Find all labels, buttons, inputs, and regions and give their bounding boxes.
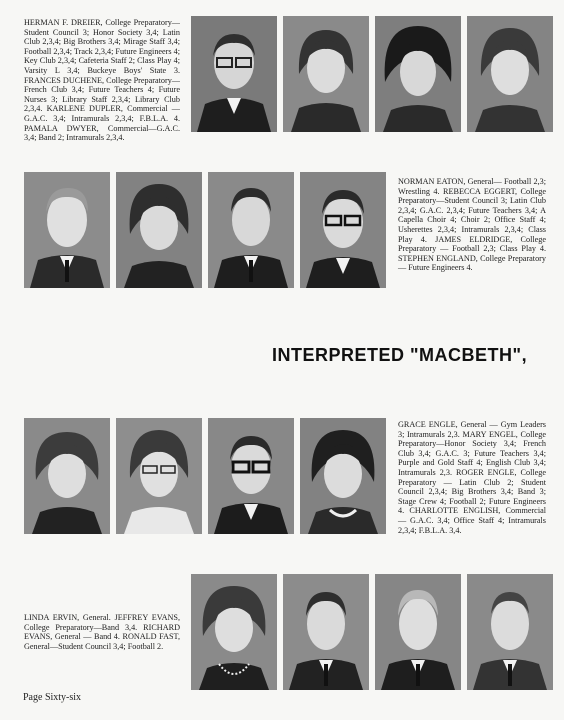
portrait-male-icon [24, 172, 110, 288]
portrait-charlotte-english [300, 418, 386, 534]
portrait-female-icon [375, 16, 461, 132]
portrait-frances-duchene [283, 16, 369, 132]
portrait-karlene-dupler [375, 16, 461, 132]
portrait-female-icon [191, 574, 277, 690]
portrait-jeffrey-evans [283, 574, 369, 690]
caption-block-4: LINDA ERVIN, General. JEFFREY EVANS, College Preparatory—Band 3,4. RICHARD EVANS, General — Band 4. RONALD FAST, General—Student Council 3,4; Football 2. [24, 613, 180, 651]
portrait-male-icon [375, 574, 461, 690]
portrait-stephen-england [300, 172, 386, 288]
portrait-rebecca eggert [116, 172, 202, 288]
portrait-richard-evans [375, 574, 461, 690]
portrait-male-icon [191, 16, 277, 132]
portrait-james-eldridge [208, 172, 294, 288]
caption-block-2: NORMAN EATON, General— Football 2,3; Wrestling 4. REBECCA EGGERT, College Preparatory—Student Council 3; Latin Club 2,3,4; G.A.C. 2,3,4; Future Teachers 3,4; A Capella Choir 4; Choir 2; Office Staff 4; Usherettes 2,3,4; Intramurals 2,3,4; Class Play 4. JAMES ELDRIDGE, College Preparatory — Football 2,3; Class Play 4. STEPHEN ENGLAND, College Preparatory — Future Engineers 4. [398, 177, 546, 273]
portrait-male-icon [467, 574, 553, 690]
portrait-ronald-fast [467, 574, 553, 690]
section-headline: INTERPRETED "MACBETH", [272, 345, 528, 365]
portrait-male-icon [283, 574, 369, 690]
portrait-female-icon [116, 172, 202, 288]
portrait-male-icon [208, 172, 294, 288]
portrait-pamala-dwyer [467, 16, 553, 132]
portrait-roger-engle [208, 418, 294, 534]
portrait-mary-engel [116, 418, 202, 534]
page-number: Page Sixty-six [23, 692, 82, 703]
portrait-female-icon [116, 418, 202, 534]
portrait-female-icon [467, 16, 553, 132]
caption-block-1: HERMAN F. DREIER, College Preparatory—Student Council 3; Honor Society 3,4; Latin Club 2,3,4; Big Brothers 3,4; Mirage Staff 3,4; Football 2,3,4; Track 2,3,4; Future Engineers 4; Key Club 2,3,4; Cafeteria Staff 2; Class Play 4; Varsity L 3,4; Buckeye Boys' State 3. FRANCES DUCHENE, College Preparatory—French Club 3,4; Future Teachers 4; Future Nurses 3; Library Staff 2,3,4; Library Club 2,3,4. KARLENE DUPLER, Commercial — G.A.C. 3,4; Intramurals 2,3,4; F.B.L.A. 4. PAMALA DWYER, Commercial—G.A.C. 3,4; Band 2; Intramurals 2,3,4. [24, 18, 180, 142]
portrait-norman-eaton [24, 172, 110, 288]
portrait-male-icon [300, 172, 386, 288]
portrait-herman-dreier [191, 16, 277, 132]
portrait-grace-engle [24, 418, 110, 534]
portrait-linda-ervin [191, 574, 277, 690]
portrait-female-icon [300, 418, 386, 534]
portrait-female-icon [24, 418, 110, 534]
portrait-female-icon [283, 16, 369, 132]
portrait-male-icon [208, 418, 294, 534]
caption-block-3: GRACE ENGLE, General — Gym Leaders 3; Intramurals 2,3. MARY ENGEL, College Preparatory—Honor Society 3,4; French Club 3,4; G.A.C. 3; Future Teachers 3,4; Purple and Gold Staff 4; English Club 3,4; Intramurals 2,3. ROGER ENGLE, College Preparatory — Latin Club 2; Student Council 2,3,4; Big Brothers 3,4; Band 3; Stage Crew 4; Football 2; Future Engineers 4. CHARLOTTE ENGLISH, Commercial — G.A.C. 3,4; Office Staff 4; Intramurals 2,3,4; F.B.L.A. 3,4. [398, 420, 546, 535]
